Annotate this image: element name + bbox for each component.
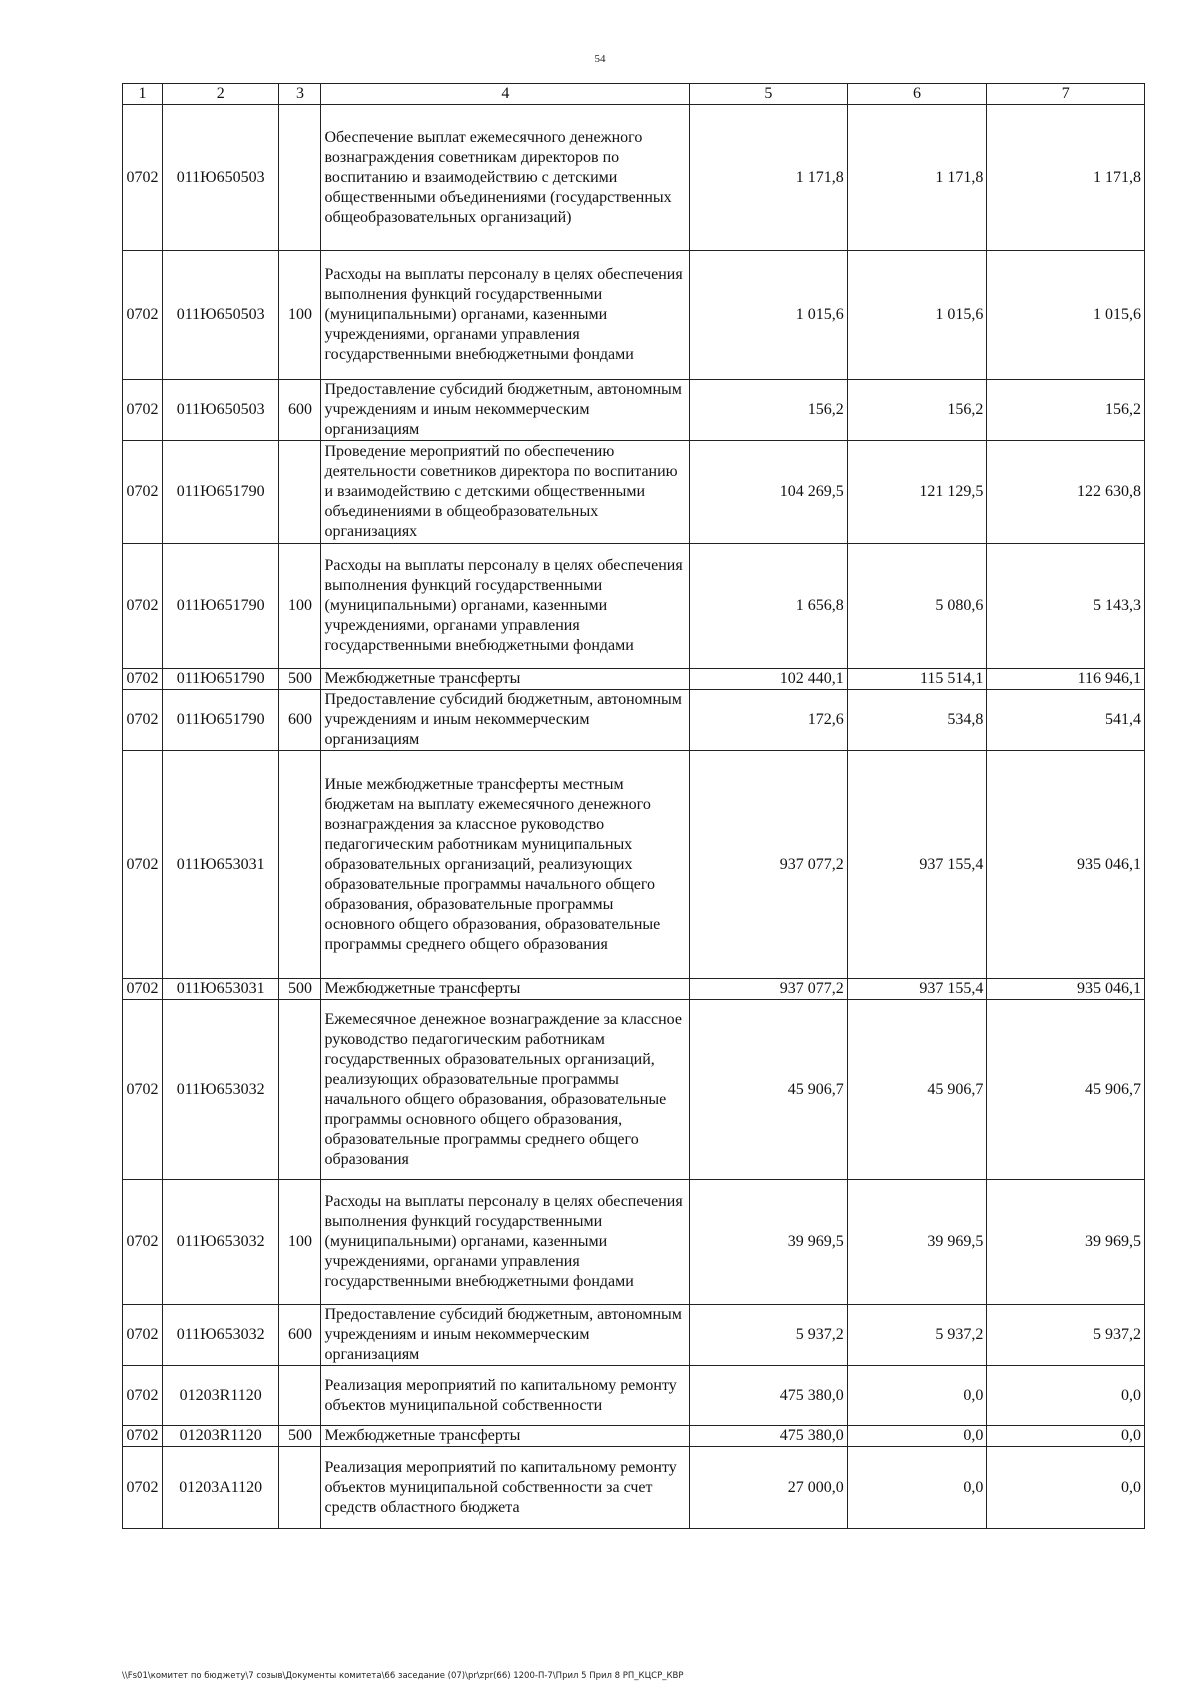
amount-year-1: 1 171,8: [690, 105, 848, 251]
expense-type-code: [279, 441, 321, 544]
expense-name: Предоставление субсидий бюджетным, автономным учреждениям и иным некоммерческим организациям: [321, 690, 690, 751]
amount-year-1: 104 269,5: [690, 441, 848, 544]
page-number: 54: [594, 53, 606, 65]
target-article-code: 011Ю651790: [162, 690, 279, 751]
table-row: [123, 669, 1145, 690]
amount-year-3: 45 906,7: [987, 1000, 1145, 1180]
amount-year-3: 0,0: [987, 1426, 1145, 1447]
expense-name: Реализация мероприятий по капитальному ремонту объектов муниципальной собственности за счет средств областного бюджета: [321, 1447, 690, 1529]
amount-year-1: 937 077,2: [690, 979, 848, 1000]
amount-year-3: 116 946,1: [987, 669, 1145, 690]
amount-year-2: 0,0: [847, 1366, 987, 1426]
amount-year-3: 1 171,8: [987, 105, 1145, 251]
column-header: 6: [847, 84, 987, 105]
amount-year-2: 5 080,6: [847, 544, 987, 669]
expense-name: Межбюджетные трансферты: [321, 669, 690, 690]
expense-name: Иные межбюджетные трансферты местным бюджетам на выплату ежемесячного денежного вознаграждения за классное руководство педагогическим работникам муниципальных образовательных организаций, реализующих образовательные программы начального общего образования, образовательные программы основного общего образования, образовательные программы среднего общего образования: [321, 751, 690, 979]
table-row: [123, 251, 1145, 380]
target-article-code: 01203R1120: [162, 1426, 279, 1447]
expense-type-code: [279, 1447, 321, 1529]
table-row: [123, 751, 1145, 979]
column-header: 3: [279, 84, 321, 105]
section-code: 0702: [123, 751, 163, 979]
amount-year-2: 156,2: [847, 380, 987, 441]
target-article-code: 01203R1120: [162, 1366, 279, 1426]
target-article-code: 01203A1120: [162, 1447, 279, 1529]
amount-year-1: 102 440,1: [690, 669, 848, 690]
column-header: 5: [690, 84, 848, 105]
expense-type-code: 600: [279, 690, 321, 751]
target-article-code: 011Ю653032: [162, 1000, 279, 1180]
section-code: 0702: [123, 544, 163, 669]
column-header: 7: [987, 84, 1145, 105]
table-row: [123, 1000, 1145, 1180]
amount-year-2: 5 937,2: [847, 1305, 987, 1366]
amount-year-1: 39 969,5: [690, 1180, 848, 1305]
section-code: 0702: [123, 251, 163, 380]
amount-year-1: 45 906,7: [690, 1000, 848, 1180]
amount-year-3: 1 015,6: [987, 251, 1145, 380]
table-body: [123, 84, 1145, 1529]
amount-year-2: 115 514,1: [847, 669, 987, 690]
amount-year-2: 937 155,4: [847, 979, 987, 1000]
amount-year-1: 5 937,2: [690, 1305, 848, 1366]
target-article-code: 011Ю651790: [162, 669, 279, 690]
table-row: [123, 380, 1145, 441]
expense-name: Реализация мероприятий по капитальному ремонту объектов муниципальной собственности: [321, 1366, 690, 1426]
expense-type-code: [279, 1366, 321, 1426]
target-article-code: 011Ю653032: [162, 1305, 279, 1366]
amount-year-2: 45 906,7: [847, 1000, 987, 1180]
table-row: [123, 1447, 1145, 1529]
column-header: 1: [123, 84, 163, 105]
table-row: [123, 690, 1145, 751]
column-header: 2: [162, 84, 279, 105]
section-code: 0702: [123, 669, 163, 690]
target-article-code: 011Ю653031: [162, 979, 279, 1000]
section-code: 0702: [123, 1447, 163, 1529]
expense-name: Расходы на выплаты персоналу в целях обеспечения выполнения функций государственными (муниципальными) органами, казенными учреждениями, органами управления государственными внебюджетными фондами: [321, 251, 690, 380]
amount-year-3: 935 046,1: [987, 979, 1145, 1000]
expense-name: Проведение мероприятий по обеспечению деятельности советников директора по воспитанию и взаимодействию с детскими общественными объединениями в общеобразовательных организациях: [321, 441, 690, 544]
amount-year-2: 1 015,6: [847, 251, 987, 380]
target-article-code: 011Ю650503: [162, 105, 279, 251]
expense-type-code: 500: [279, 1426, 321, 1447]
column-header: 4: [321, 84, 690, 105]
table-row: [123, 544, 1145, 669]
expense-type-code: 500: [279, 669, 321, 690]
amount-year-2: 937 155,4: [847, 751, 987, 979]
amount-year-3: 122 630,8: [987, 441, 1145, 544]
expense-name: Межбюджетные трансферты: [321, 1426, 690, 1447]
amount-year-2: 0,0: [847, 1426, 987, 1447]
expense-name: Предоставление субсидий бюджетным, автономным учреждениям и иным некоммерческим организациям: [321, 1305, 690, 1366]
expense-name: Обеспечение выплат ежемесячного денежного вознаграждения советникам директоров по воспитанию и взаимодействию с детскими общественными объединениями (государственных общеобразовательных организаций): [321, 105, 690, 251]
amount-year-2: 39 969,5: [847, 1180, 987, 1305]
target-article-code: 011Ю650503: [162, 251, 279, 380]
amount-year-2: 1 171,8: [847, 105, 987, 251]
expense-name: Расходы на выплаты персоналу в целях обеспечения выполнения функций государственными (муниципальными) органами, казенными учреждениями, органами управления государственными внебюджетными фондами: [321, 1180, 690, 1305]
amount-year-2: 0,0: [847, 1447, 987, 1529]
expense-type-code: [279, 1000, 321, 1180]
amount-year-3: 5 143,3: [987, 544, 1145, 669]
section-code: 0702: [123, 105, 163, 251]
table-row: [123, 1180, 1145, 1305]
amount-year-1: 937 077,2: [690, 751, 848, 979]
section-code: 0702: [123, 979, 163, 1000]
expense-type-code: 100: [279, 544, 321, 669]
amount-year-1: 475 380,0: [690, 1366, 848, 1426]
expense-type-code: [279, 105, 321, 251]
expense-type-code: 100: [279, 1180, 321, 1305]
section-code: 0702: [123, 1426, 163, 1447]
expense-type-code: 600: [279, 380, 321, 441]
budget-table: [122, 83, 1145, 1529]
target-article-code: 011Ю650503: [162, 380, 279, 441]
file-path-footer: \\Fs01\комитет по бюджету\7 созыв\Документы комитета\66 заседание (07)\pr\zpr(66) 1200-П-7\Прил 5 Прил 8 РП_КЦСР_КВР: [122, 1671, 684, 1681]
amount-year-3: 5 937,2: [987, 1305, 1145, 1366]
expense-name: Межбюджетные трансферты: [321, 979, 690, 1000]
target-article-code: 011Ю653031: [162, 751, 279, 979]
amount-year-1: 475 380,0: [690, 1426, 848, 1447]
table-row: [123, 441, 1145, 544]
amount-year-3: 0,0: [987, 1366, 1145, 1426]
amount-year-3: 39 969,5: [987, 1180, 1145, 1305]
table-row: [123, 105, 1145, 251]
amount-year-3: 541,4: [987, 690, 1145, 751]
expense-name: Ежемесячное денежное вознаграждение за классное руководство педагогическим работникам государственных образовательных организаций, реализующих образовательные программы начального общего образования, образовательные программы основного общего образования, образовательные программы среднего общего образования: [321, 1000, 690, 1180]
target-article-code: 011Ю651790: [162, 441, 279, 544]
expense-type-code: 600: [279, 1305, 321, 1366]
table-row: [123, 1305, 1145, 1366]
table-row: [123, 979, 1145, 1000]
section-code: 0702: [123, 441, 163, 544]
amount-year-1: 156,2: [690, 380, 848, 441]
expense-name: Расходы на выплаты персоналу в целях обеспечения выполнения функций государственными (муниципальными) органами, казенными учреждениями, органами управления государственными внебюджетными фондами: [321, 544, 690, 669]
amount-year-3: 0,0: [987, 1447, 1145, 1529]
expense-type-code: [279, 751, 321, 979]
section-code: 0702: [123, 1305, 163, 1366]
amount-year-2: 121 129,5: [847, 441, 987, 544]
amount-year-2: 534,8: [847, 690, 987, 751]
amount-year-1: 1 656,8: [690, 544, 848, 669]
table-row: [123, 1426, 1145, 1447]
section-code: 0702: [123, 380, 163, 441]
table-header-row: [123, 84, 1145, 105]
expense-name: Предоставление субсидий бюджетным, автономным учреждениям и иным некоммерческим организациям: [321, 380, 690, 441]
section-code: 0702: [123, 1366, 163, 1426]
amount-year-3: 156,2: [987, 380, 1145, 441]
amount-year-1: 27 000,0: [690, 1447, 848, 1529]
section-code: 0702: [123, 1180, 163, 1305]
amount-year-3: 935 046,1: [987, 751, 1145, 979]
target-article-code: 011Ю651790: [162, 544, 279, 669]
table-row: [123, 1366, 1145, 1426]
amount-year-1: 172,6: [690, 690, 848, 751]
expense-type-code: 100: [279, 251, 321, 380]
section-code: 0702: [123, 690, 163, 751]
target-article-code: 011Ю653032: [162, 1180, 279, 1305]
amount-year-1: 1 015,6: [690, 251, 848, 380]
expense-type-code: 500: [279, 979, 321, 1000]
section-code: 0702: [123, 1000, 163, 1180]
